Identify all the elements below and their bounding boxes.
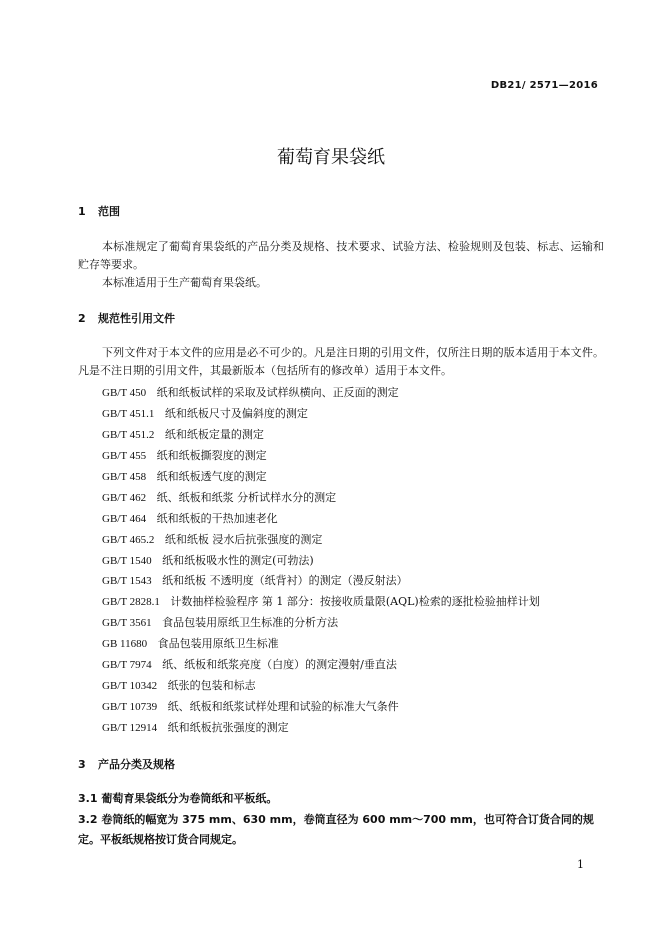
section-2-heading (78, 310, 175, 326)
list-item: GB/T 455 纸和纸板撕裂度的测定 (102, 448, 267, 462)
section-title: 范围 (98, 205, 120, 218)
list-item: GB 11680 食品包装用原纸卫生标准 (102, 637, 279, 651)
list-item: GB/T 10739 纸、纸板和纸浆试样处理和试验的标准大气条件 (102, 700, 399, 714)
list-item: GB/T 7974 纸、纸板和纸浆亮度（白度）的测定漫射/垂直法 (102, 658, 397, 672)
list-item: GB/T 451.1 纸和纸板尺寸及偏斜度的测定 (102, 406, 308, 420)
clause-3-2: 3.2 卷筒纸的幅宽为 375 mm、630 mm，卷筒直径为 600 mm～700 mm，也可符合订货合同的规定。平板纸规格按订货合同规定。 (78, 813, 594, 846)
page-title: 葡萄育果袋纸 (277, 147, 385, 168)
scope-applicability-text: 本标准适用于生产葡萄育果袋纸。 (102, 276, 267, 289)
list-item: GB/T 10342 纸张的包装和标志 (102, 679, 256, 693)
list-item: GB/T 465.2 纸和纸板 浸水后抗张强度的测定 (102, 532, 323, 546)
references-intro (78, 344, 604, 380)
page-number: 1 (577, 858, 584, 871)
list-item: GB/T 451.2 纸和纸板定量的测定 (102, 427, 264, 441)
section-number: 2 (78, 312, 86, 325)
section-1-heading (78, 203, 120, 219)
scope-text: 本标准规定了葡萄育果袋纸的产品分类及规格、技术要求、试验方法、检验规则及包装、标志、运输和贮存等要求。 (78, 240, 604, 271)
list-item: GB/T 1543 纸和纸板 不透明度（纸背衬）的测定（漫反射法） (102, 574, 408, 588)
list-item: GB/T 1540 纸和纸板吸水性的测定(可勃法) (102, 553, 314, 567)
list-item: GB/T 462 纸、纸板和纸浆 分析试样水分的测定 (102, 490, 337, 504)
section-title: 产品分类及规格 (98, 758, 175, 771)
list-item: GB/T 2828.1 计数抽样检验程序 第 1 部分：按接收质量限(AQL)检索的逐批检验抽样计划 (102, 595, 540, 609)
list-item: GB/T 464 纸和纸板的干热加速老化 (102, 511, 278, 525)
list-item: GB/T 3561 食品包装用原纸卫生标准的分析方法 (102, 616, 339, 630)
reference-list (102, 383, 540, 739)
list-item: GB/T 450 纸和纸板试样的采取及试样纵横向、正反面的测定 (102, 386, 399, 399)
references-intro-text: 下列文件对于本文件的应用是必不可少的。凡是注日期的引用文件，仅所注日期的版本适用于本文件。凡是不注日期的引用文件，其最新版本（包括所有的修改单）适用于本文件。 (78, 346, 604, 377)
scope-paragraph (78, 238, 604, 292)
section-number: 3 (78, 758, 86, 771)
section-3-heading (78, 756, 175, 772)
section-number: 1 (78, 205, 86, 218)
list-item: GB/T 458 纸和纸板透气度的测定 (102, 469, 267, 483)
clause-3-1: 3.1 葡萄育果袋纸分为卷筒纸和平板纸。 (78, 792, 278, 805)
section-title: 规范性引用文件 (98, 312, 175, 325)
list-item: GB/T 12914 纸和纸板抗张强度的测定 (102, 721, 289, 734)
document-code: DB21/ 2571—2016 (490, 80, 598, 91)
